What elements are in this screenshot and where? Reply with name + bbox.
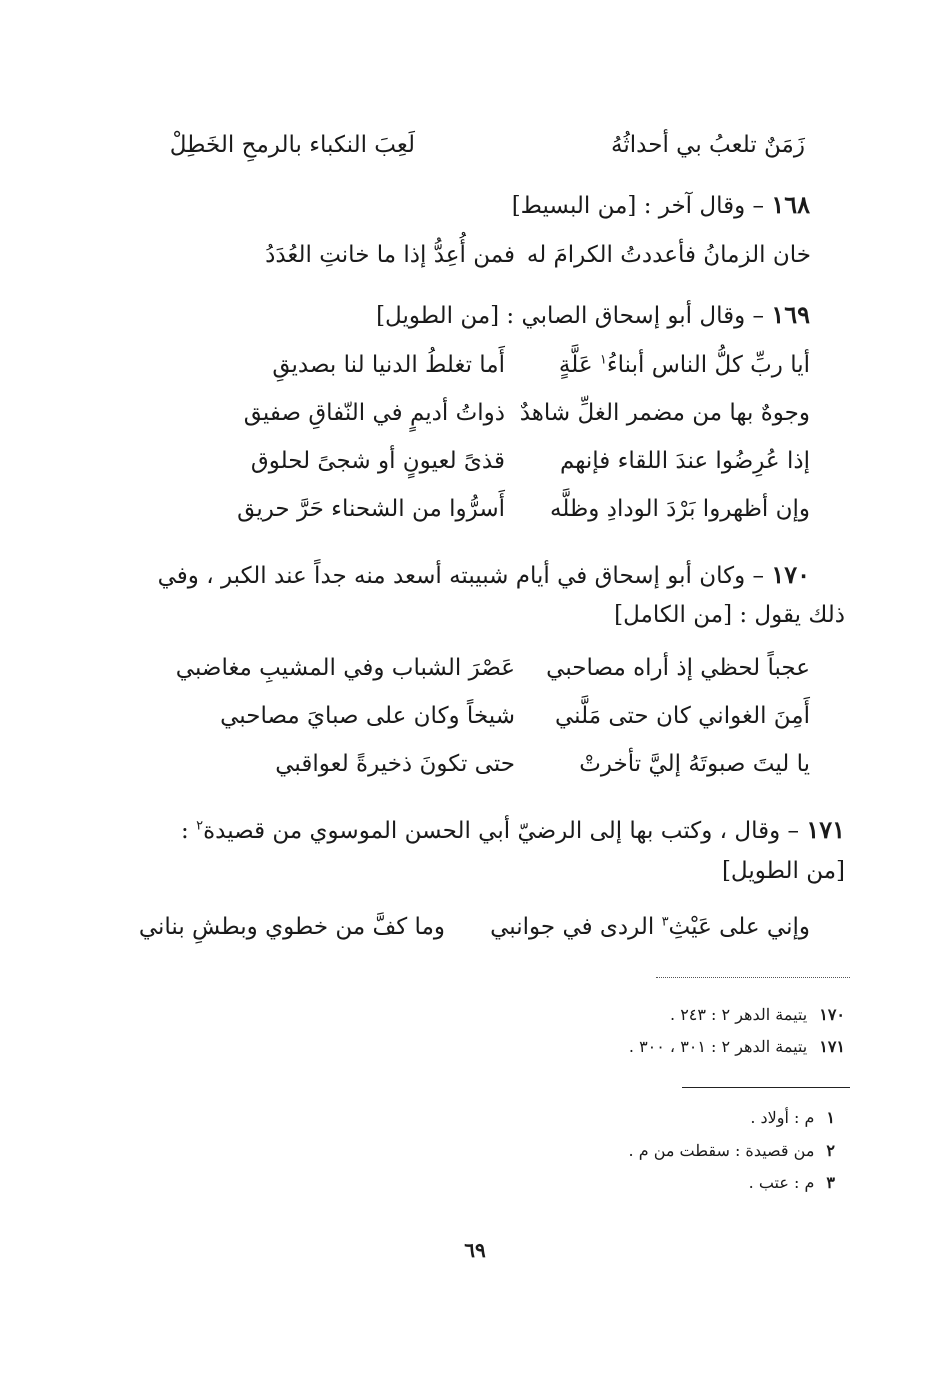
- footnote-ref: ٣: [661, 914, 669, 930]
- verse-hemistich-second: لَعِبَ النكباء بالرمحِ الخَطِلْ: [169, 132, 415, 158]
- footnote-text: م : أولاد .: [750, 1108, 815, 1127]
- verse-170-2-first-half: أَمِنَ الغواني كان حتى مَلَّني: [554, 703, 810, 729]
- verse-170-3-first-half: يا ليتَ صبوتَهُ إليَّ تأخرتْ: [579, 751, 810, 777]
- entry-170-heading: [158, 560, 810, 591]
- verse-hemistich-first: زَمَنٌ تلعبُ بي أحداثُهُ: [611, 132, 805, 158]
- footnote-text: من قصيدة : سقطت من م .: [628, 1141, 815, 1160]
- footnote-line: [749, 1172, 835, 1194]
- footnote-number: ٢: [826, 1141, 835, 1160]
- verse-168-second-half: فمن أُعِدُّ إذا ما خانتِ العُدَدُ: [265, 242, 515, 268]
- verse-171-first-half: [490, 912, 810, 942]
- verse-text: أيا ربِّ كلُّ الناس أبناءُ: [606, 352, 810, 378]
- entry-text: :: [181, 818, 197, 844]
- verse-169-2-first-half: وجوهٌ بها من مضمر الغلِّ شاهدٌ: [519, 400, 810, 426]
- verse-169-1-first-half: [559, 350, 810, 380]
- entry-text: – وقال ، وكتب بها إلى الرضيّ أبي الحسن الموسوي من قصيدة: [203, 818, 807, 844]
- verse-168-first-half: خان الزمانُ فأعددتُ الكرامَ له: [526, 242, 811, 268]
- page-number: ٦٩: [464, 1238, 486, 1262]
- verse-169-2-second-half: ذواتُ أديمٍ في النّفاقِ صفيق: [243, 400, 505, 426]
- entry-text: – وكان أبو إسحاق في أيام شبيبته أسعد منه جداً عند الكبر ، وفي: [157, 563, 772, 589]
- verse-169-3-second-half: قذىً لعيونٍ أو شجىً لحلوق: [250, 448, 505, 474]
- source-text: يتيمة الدهر ٢ : ٢٤٣ .: [670, 1005, 808, 1024]
- source-text: يتيمة الدهر ٢ : ٣٠١ ، ٣٠٠ .: [628, 1037, 808, 1056]
- footnotes-separator: [682, 1087, 850, 1088]
- entry-169-heading: [376, 300, 810, 331]
- source-number: ١٧٠: [819, 1005, 845, 1024]
- verse-169-4-second-half: أَسرُّوا من الشحناء حَرَّ حريق: [237, 496, 505, 522]
- verse-169-3-first-half: إذا عُرِضُوا عندَ اللقاء فإنهم: [559, 448, 810, 474]
- entry-number: ١٦٩: [771, 300, 810, 329]
- entry-168-heading: [512, 190, 810, 221]
- verse-171-second-half: وما كفَّ من خطوي وبطشِ بناني: [138, 914, 445, 940]
- footnote-number: ٣: [826, 1173, 835, 1192]
- verse-170-1-first-half: عجباً لحظي إذ أراه مصاحبي: [546, 655, 810, 681]
- footnote-ref: ٢: [196, 818, 204, 834]
- entry-171-continuation: [من الطويل]: [721, 858, 845, 884]
- verse-169-4-first-half: وإن أظهروا بَرْدَ الودادِ وظلَّه: [550, 496, 810, 522]
- source-line: [670, 1004, 845, 1026]
- source-number: ١٧١: [819, 1037, 845, 1056]
- verse-169-1-second-half: أَما تغلطُ الدنيا لنا بصديقِ: [272, 352, 505, 378]
- footnote-ref: ١: [599, 352, 607, 368]
- entry-number: ١٦٨: [771, 190, 810, 219]
- verse-text: عَلَّةٍ: [558, 352, 600, 378]
- sources-separator: [656, 977, 850, 978]
- verse-text: الردى في جوانبي: [490, 914, 662, 940]
- verse-170-2-second-half: شيخاً وكان على صبايَ مصاحبي: [220, 703, 515, 729]
- entry-text: – وقال أبو إسحاق الصابي : [من الطويل]: [376, 303, 772, 329]
- entry-text: – وقال آخر : [من البسيط]: [511, 193, 772, 219]
- verse-170-3-second-half: حتى تكونَ ذخيرةً لعواقبي: [275, 751, 515, 777]
- entry-number: ١٧٠: [771, 560, 810, 589]
- verse-text: وإني على عَيْثِ: [668, 914, 810, 940]
- footnote-text: م : عتب .: [748, 1173, 815, 1192]
- footnote-line: [750, 1107, 835, 1129]
- source-line: [629, 1036, 845, 1058]
- entry-171-heading: [181, 815, 845, 846]
- entry-170-continuation: ذلك يقول : [من الكامل]: [614, 602, 845, 628]
- entry-number: ١٧١: [806, 815, 845, 844]
- footnote-number: ١: [826, 1108, 835, 1127]
- verse-170-1-second-half: عَصْرَ الشباب وفي المشيبِ مغاضبي: [175, 655, 515, 681]
- footnote-line: [629, 1140, 835, 1162]
